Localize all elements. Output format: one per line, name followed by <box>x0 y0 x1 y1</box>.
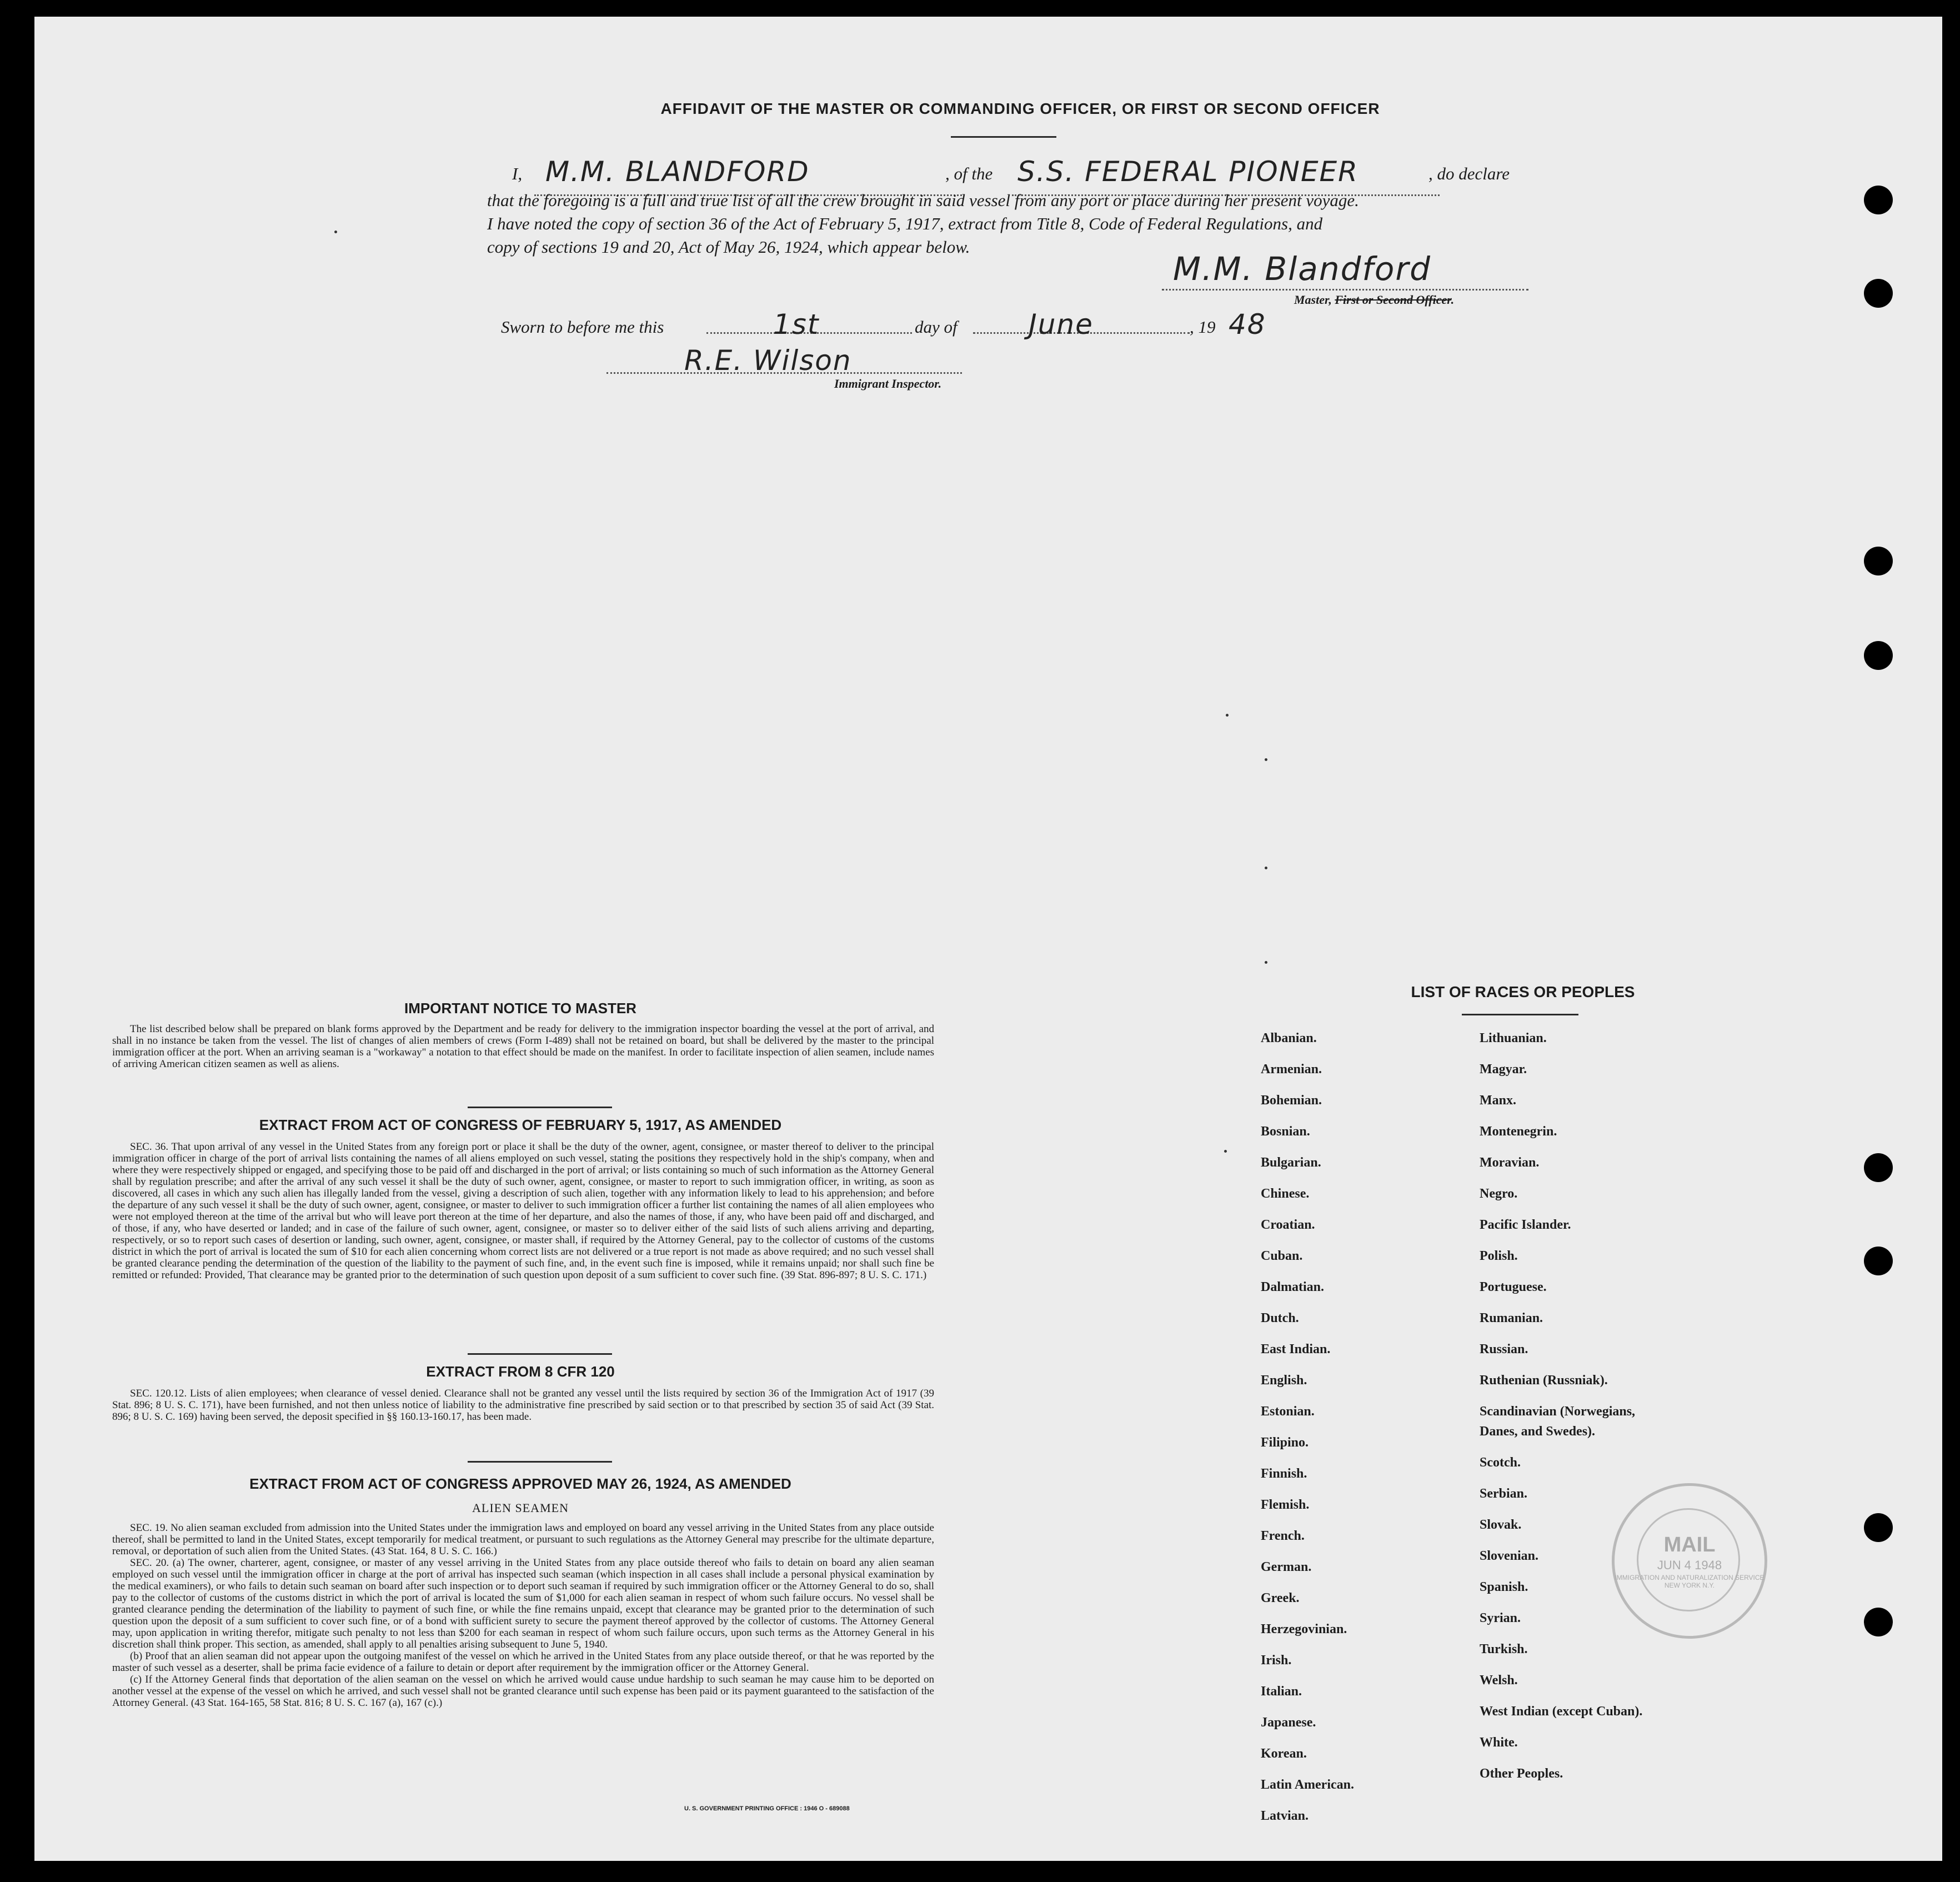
stamp-date: JUN 4 1948 <box>1657 1558 1722 1572</box>
race-item: Manx. <box>1480 1093 1516 1108</box>
punch-hole <box>1864 279 1893 308</box>
race-item: Latin American. <box>1261 1778 1354 1792</box>
race-item: French. <box>1261 1529 1305 1543</box>
struck-officer-label: First or Second Officer <box>1335 293 1451 307</box>
race-item: Negro. <box>1480 1187 1518 1201</box>
race-item: Ruthenian (Russniak). <box>1480 1373 1608 1388</box>
race-item: Flemish. <box>1261 1498 1310 1512</box>
divider-2 <box>468 1353 612 1355</box>
race-item: Montenegrin. <box>1480 1124 1557 1139</box>
speck <box>1265 867 1267 869</box>
vessel-name-handwritten: S.S. FEDERAL PIONEER <box>1017 156 1359 188</box>
race-item: Bulgarian. <box>1261 1155 1321 1170</box>
race-item: Estonian. <box>1261 1404 1315 1419</box>
race-item: Armenian. <box>1261 1062 1322 1077</box>
race-item: Spanish. <box>1480 1580 1528 1594</box>
race-item: Magyar. <box>1480 1062 1527 1077</box>
stamp-word: MAIL <box>1663 1533 1716 1556</box>
decl-do-declare: , do declare <box>1428 164 1510 183</box>
stamp-agency: IMMIGRATION AND NATURALIZATION SERVICE NEW YORK N.Y. <box>1615 1574 1764 1589</box>
race-item: Scotch. <box>1480 1455 1521 1470</box>
master-signature: M.M. Blandford <box>1173 250 1431 288</box>
extract-cfr-body <box>112 1388 934 1423</box>
race-item: Slovenian. <box>1480 1549 1539 1563</box>
decl-of-the: , of the <box>945 164 993 183</box>
race-item: English. <box>1261 1373 1307 1388</box>
punch-hole <box>1864 1513 1893 1542</box>
races-title: LIST OF RACES OR PEOPLES <box>1411 983 1635 1000</box>
race-item: Portuguese. <box>1480 1280 1547 1294</box>
races-divider <box>1462 1014 1578 1015</box>
speck <box>1265 758 1267 761</box>
race-item: Korean. <box>1261 1746 1307 1761</box>
punch-hole <box>1864 1247 1893 1275</box>
printer-credit: U. S. GOVERNMENT PRINTING OFFICE : 1946 O - 689088 <box>684 1805 850 1812</box>
race-item: Bosnian. <box>1261 1124 1310 1139</box>
notice-body <box>112 1023 934 1070</box>
inspector-label: Immigrant Inspector. <box>834 377 942 391</box>
month-handwritten: June <box>1029 308 1094 341</box>
extract-1917-body <box>112 1141 934 1281</box>
inspector-signature: R.E. Wilson <box>684 344 852 377</box>
extract-1917-title: EXTRACT FROM ACT OF CONGRESS OF FEBRUARY 5, 1917, AS AMENDED <box>259 1117 782 1133</box>
sec20b-text: (b) Proof that an alien seaman did not appear upon the outgoing manifest of the vessel on which he arrived in the United States from any place outside thereof, or that he was reported by the master of such vessel as a deserter, shall be prima facie evidence of a failure to detain or deport after requirement by the immigration officer or the Attorney General. <box>112 1650 934 1674</box>
race-item: Greek. <box>1261 1591 1300 1605</box>
day-handwritten: 1st <box>773 308 820 341</box>
race-item: White. <box>1480 1735 1518 1750</box>
race-item: Moravian. <box>1480 1155 1540 1170</box>
sec20a-text: SEC. 20. (a) The owner, charterer, agent, consignee, or master of any vessel arriving in the United States from any place outside thereof who fails to detain on board any alien seaman employed on such vessel until the immigration officer in charge at the port of arrival has inspected such seaman (which inspection in all cases shall include a personal physical examination by the medical examiners), or who fails to detain such seaman on board after such inspection or to deport such seaman if required by such immigration officer or the Attorney General to do so, shall pay to the collector of customs of the customs district in which the port of arrival is located the sum of $1,000 for each alien seaman in respect of whom such failure occurs. No vessel shall be granted clearance pending the determination of the liability to payment of such fine, or while the fine remains unpaid, except that clearance may be granted prior to the determination of such question upon the deposit of a sum sufficient to cover such fine, or of a bond with sufficient surety to secure the payment thereof approved by the collector of customs. The Attorney General may, upon application in writing therefor, mitigate such penalty to not less than $200 for each seaman in respect of whom such failure occurs, upon such terms as the Attorney General in his discretion shall think proper. This section, as amended, shall apply to all penalties arising subsequent to June 5, 1940. <box>112 1557 934 1650</box>
master-label-end: . <box>1451 293 1455 307</box>
race-item: Welsh. <box>1480 1673 1518 1688</box>
title-divider <box>951 136 1056 138</box>
inspector-line <box>606 372 962 374</box>
race-item: Serbian. <box>1480 1486 1528 1501</box>
race-item: Japanese. <box>1261 1715 1316 1730</box>
race-item: Filipino. <box>1261 1435 1309 1450</box>
speck <box>1265 961 1267 964</box>
race-item: Dutch. <box>1261 1311 1299 1325</box>
sworn-text: Sworn to before me this <box>501 317 664 337</box>
race-item: Cuban. <box>1261 1249 1303 1263</box>
alien-seamen-subtitle: ALIEN SEAMEN <box>472 1501 569 1515</box>
master-label-block <box>1294 293 1454 307</box>
race-item: Lithuanian. <box>1480 1031 1547 1045</box>
punch-hole <box>1864 186 1893 214</box>
decl-line-3: I have noted the copy of section 36 of the Act of February 5, 1917, extract from Title 8, Code of Federal Regulations, and <box>487 214 1323 233</box>
decl-i: I, <box>512 164 523 183</box>
punch-hole <box>1864 641 1893 670</box>
race-item: Finnish. <box>1261 1466 1307 1481</box>
decl-line-2: that the foregoing is a full and true list of all the crew brought in said vessel from any port or place during her present voyage. <box>487 191 1359 210</box>
race-item: Russian. <box>1480 1342 1528 1357</box>
race-item: Albanian. <box>1261 1031 1317 1045</box>
day-of-text: day of <box>915 317 958 337</box>
race-item: Croatian. <box>1261 1218 1315 1232</box>
extract-cfr-title: EXTRACT FROM 8 CFR 120 <box>426 1363 615 1380</box>
race-item: Turkish. <box>1480 1642 1528 1656</box>
year-handwritten: 48 <box>1229 308 1266 341</box>
race-item: German. <box>1261 1560 1312 1574</box>
punch-hole <box>1864 1608 1893 1636</box>
race-item: Herzegovinian. <box>1261 1622 1347 1636</box>
notice-text: The list described below shall be prepared on blank forms approved by the Department and be ready for delivery to the immigration inspector boarding the vessel at the port of arrival, and shall in no instance be taken from the vessel. The list of changes of alien members of crews (Form I-489) shall not be retained on board, but shall be delivered by the master to the principal immigration officer at the port. When an arriving seaman is a "workaway" a notation to that effect should be made on the manifest. In order to facilitate inspection of alien seamen, include names of arriving American citizen seamen as well as aliens. <box>112 1023 934 1070</box>
race-item: Dalmatian. <box>1261 1280 1324 1294</box>
race-item: Chinese. <box>1261 1187 1310 1201</box>
race-item: Italian. <box>1261 1684 1302 1699</box>
master-label: Master, <box>1294 293 1332 307</box>
extract-1924-title: EXTRACT FROM ACT OF CONGRESS APPROVED MAY 26, 1924, AS AMENDED <box>249 1475 791 1492</box>
race-item: Bohemian. <box>1261 1093 1322 1108</box>
race-item: East Indian. <box>1261 1342 1331 1357</box>
race-item: West Indian (except Cuban). <box>1480 1704 1643 1719</box>
speck <box>1224 1150 1227 1153</box>
year-prefix: , 19 <box>1190 317 1216 337</box>
divider-1 <box>468 1107 612 1108</box>
divider-3 <box>468 1461 612 1463</box>
sec20c-text: (c) If the Attorney General finds that deportation of the alien seaman on the vessel on which he arrived would cause undue hardship to such seaman he may cause him to be deported on another vessel at the expense of the vessel on which he arrived, and such vessel shall not be granted clearance until such expense has been paid or its payment guaranteed to the satisfaction of the Attorney General. (43 Stat. 164-165, 58 Stat. 816; 8 U. S. C. 167 (a), 167 (c).) <box>112 1674 934 1709</box>
race-item: Danes, and Swedes). <box>1480 1424 1596 1439</box>
race-item: Irish. <box>1261 1653 1292 1668</box>
extract-1924-body <box>112 1522 934 1709</box>
race-item: Latvian. <box>1261 1809 1309 1823</box>
affidavit-title: AFFIDAVIT OF THE MASTER OR COMMANDING OFFICER, OR FIRST OR SECOND OFFICER <box>660 100 1380 117</box>
document-page <box>34 17 1942 1861</box>
race-item: Scandinavian (Norwegians, <box>1480 1404 1636 1419</box>
sec19-text: SEC. 19. No alien seaman excluded from admission into the United States under the immigration laws and employed on board any vessel arriving in the United States from any place outside thereof, shall be permitted to land in the United States, except temporarily for medical treatment, or pursuant to such regulations as the Attorney General may prescribe for the ultimate departure, removal, or deportation of such alien from the United States. (43 Stat. 164, 8 U. S. C. 166.) <box>112 1522 934 1557</box>
decl-line-4: copy of sections 19 and 20, Act of May 26, 1924, which appear below. <box>487 237 970 257</box>
race-item: Rumanian. <box>1480 1311 1543 1325</box>
punch-hole <box>1864 1153 1893 1182</box>
notice-title: IMPORTANT NOTICE TO MASTER <box>404 1000 636 1017</box>
signature-line <box>1162 289 1528 291</box>
master-name-handwritten: M.M. BLANDFORD <box>545 156 810 188</box>
punch-hole <box>1864 547 1893 575</box>
mail-stamp <box>1612 1483 1767 1639</box>
speck <box>334 231 337 233</box>
sec12012-text: SEC. 120.12. Lists of alien employees; when clearance of vessel denied. Clearance shall not be granted any vessel until the lists required by section 36 of the Immigration Act of 1917 (39 Stat. 896; 8 U. S. C. 171), have been furnished, and not then unless notice of liability to the administrative fine prescribed by said section or to that prescribed by section 35 of said Act (39 Stat. 896; 8 U. S. C. 169) having been served, the deposit specified in §§ 160.13-160.17, has been made. <box>112 1388 934 1423</box>
speck <box>1226 714 1229 717</box>
race-item: Other Peoples. <box>1480 1766 1563 1781</box>
sec36-text: SEC. 36. That upon arrival of any vessel in the United States from any foreign port or place it shall be the duty of the owner, agent, consignee, or master thereof to deliver to the principal immigration officer in charge of the port of arrival lists containing the names of all aliens employed on such vessel, stating the positions they respectively hold in the ship's company, when and where they were respectively shipped or engaged, and specifying those to be paid off and discharged in the port of arrival; or lists containing so much of such information as the Attorney General shall by regulation prescribe; and after the arrival of any such vessel it shall be the duty of such owner, agent, consignee, or master to report to such immigration officer, in writing, as soon as discovered, all cases in which any such alien has illegally landed from the vessel, giving a description of such alien, together with any information likely to lead to his apprehension; and before the departure of any such vessel it shall be the duty of such owner, agent, consignee, or master to deliver to such immigration officer a further list containing the names of all alien employees who were not employed thereon at the time of the arrival but who will leave port thereon at the time of her departure, and also the names of those, if any, who have been paid off and discharged, and of those, if any, who have deserted or landed; and in case of the failure of such owner, agent, consignee, or master so to deliver either of the said lists of such aliens arriving and departing, respectively, or so to report such cases of desertion or landing, such owner, agent, consignee, or master shall, if required by the Attorney General, pay to the collector of customs of the customs district in which the port of arrival is located the sum of $10 for each alien concerning whom correct lists are not delivered or a true report is not made as above required; and no such vessel shall be granted clearance pending the determination of the question of the liability to the payment of such fine, and, in the event such fine is imposed, while it remains unpaid; nor shall such fine be remitted or refunded: Provided, That clearance may be granted prior to the determination of such question upon deposit of a sum sufficient to cover such fine. (39 Stat. 896-897; 8 U. S. C. 171.) <box>112 1141 934 1281</box>
race-item: Syrian. <box>1480 1611 1521 1625</box>
race-item: Polish. <box>1480 1249 1518 1263</box>
race-item: Pacific Islander. <box>1480 1218 1571 1232</box>
race-item: Slovak. <box>1480 1518 1522 1532</box>
